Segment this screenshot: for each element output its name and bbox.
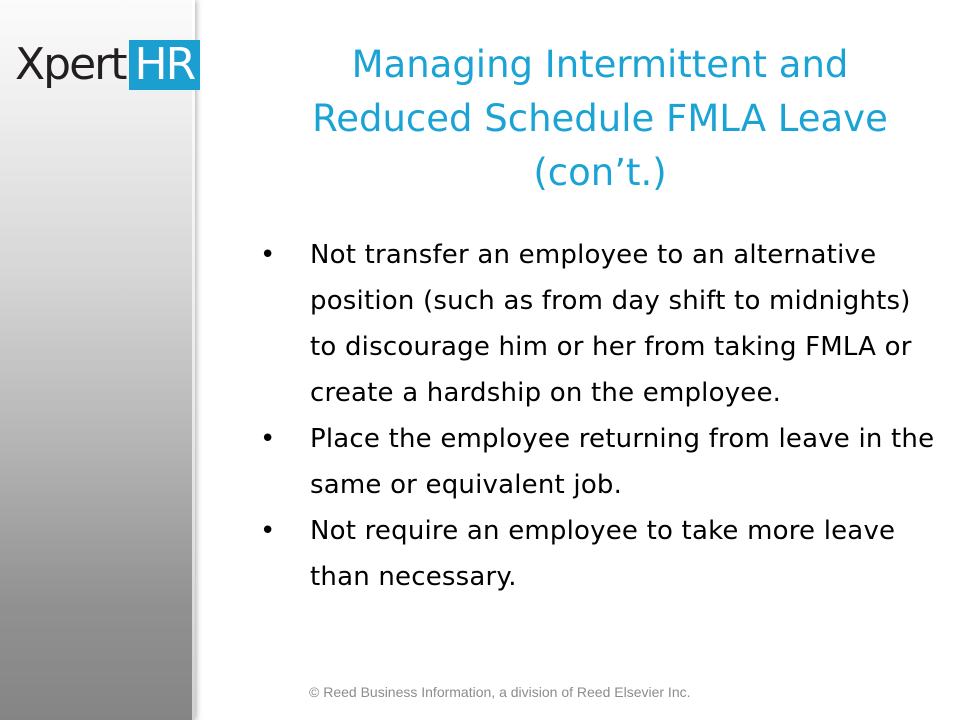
logo-text-hr: HR (134, 39, 195, 90)
bullet-item (258, 416, 938, 508)
copyright-footer: © Reed Business Information, a division of Reed Elsevier Inc. (309, 684, 691, 700)
bullet-text: Not transfer an employee to an alternative position (such as from day shift to midnights) to discourage him or her from taking FMLA or create a hardship on the employee. (310, 240, 912, 408)
slide-title-line-3: (con’t.) (533, 151, 667, 194)
sidebar-panel (0, 0, 195, 720)
bullet-marker: • (260, 516, 276, 546)
bullet-list (258, 232, 938, 600)
slide-title-line-1: Managing Intermittent and (351, 43, 849, 86)
bullet-marker: • (260, 424, 276, 454)
slide-title-line-2: Reduced Schedule FMLA Leave (312, 97, 888, 140)
logo-hr-box (129, 40, 200, 90)
bullet-item (258, 232, 938, 416)
bullet-item (258, 508, 938, 600)
xperthr-logo (15, 40, 200, 90)
bullet-marker: • (260, 240, 276, 270)
sidebar-divider (192, 0, 195, 720)
slide-title (250, 38, 950, 200)
logo-text-xpert: Xpert (15, 39, 126, 90)
bullet-text: Place the employee returning from leave in the same or equivalent job. (310, 424, 935, 500)
bullet-text: Not require an employee to take more leave than necessary. (310, 516, 896, 592)
